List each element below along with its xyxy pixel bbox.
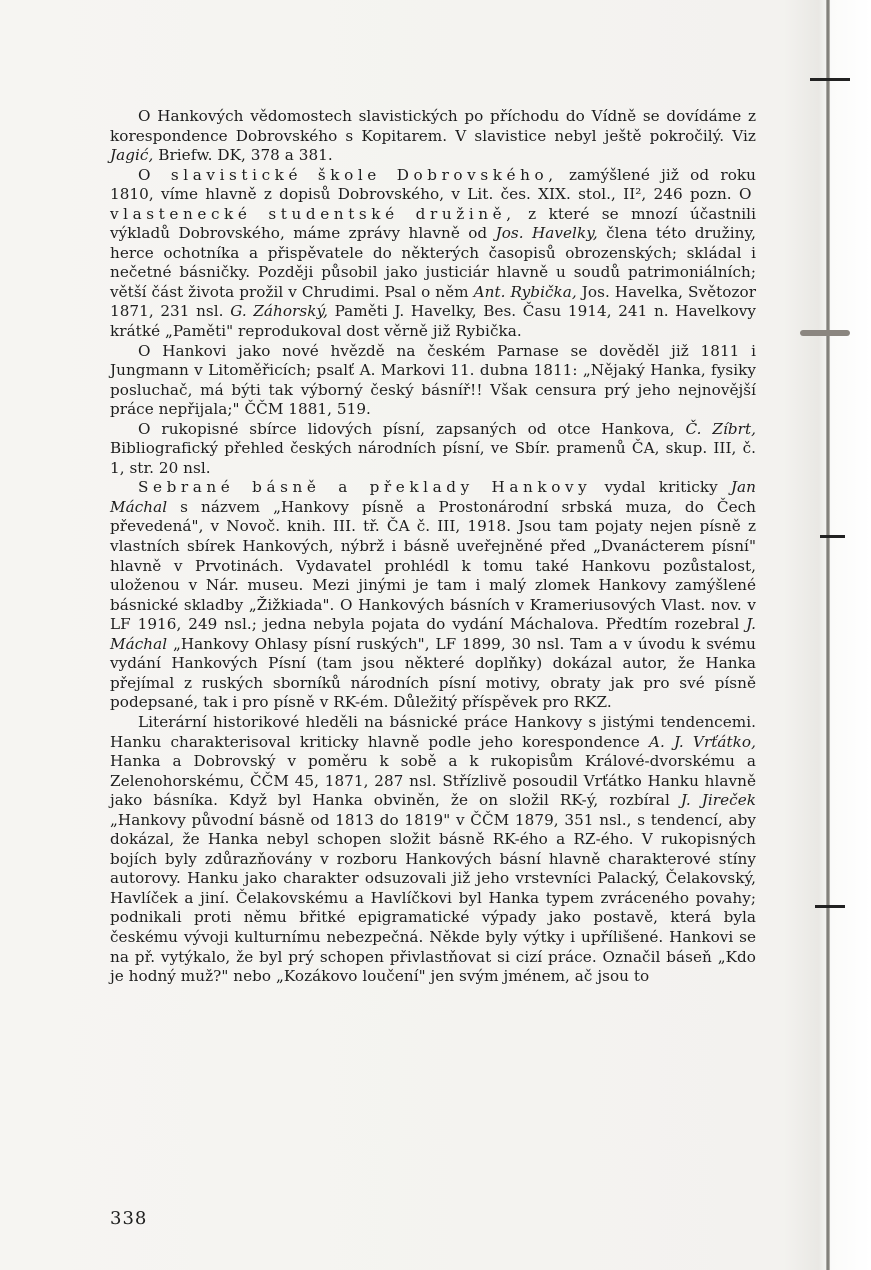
spaced-text: O slavistické škole Dobrovského, <box>138 165 558 184</box>
text-run: Jos. Havelka, Světozor 1871, 231 nsl. <box>110 282 757 321</box>
text-run: O Hankovi jako nové hvězdě na českém Parnase se dověděl již 1811 i Jungmann v Litoměřicích; psalť A. Markovi 11. dubna 1811: „Nějaký Hanka, fysiky posluchač, má býti tak výborný český básníř!! Však censura prý jeho nejnovější práce nepřijala;" ČČM 1881, 519. <box>110 341 756 419</box>
italic-text: Jos. Havelky, <box>495 224 598 243</box>
body-text <box>110 107 756 987</box>
binding-edge <box>826 0 830 1270</box>
spaced-text: O vlastenecké studentské družině, <box>110 185 756 223</box>
margin-mark <box>820 535 845 538</box>
text-run: Paměti J. Havelky, Bes. Času 1914, 241 n. Havelkovy krátké „Paměti" reprodukoval dost věrně již Rybička. <box>110 302 756 341</box>
text-run: Literární historikové hleděli na básnické práce Hankovy s jistými tendencemi. Hanku charakterisoval kriticky hlavně podle jeho korespondence <box>110 712 756 751</box>
paragraph-1 <box>110 107 756 166</box>
text-run: vydal kriticky <box>591 478 731 497</box>
text-run: O Hankových vědomostech slavistických po příchodu do Vídně se dovídáme z korespondence Dobrovského s Kopitarem. V slavistice nebyl ještě pokročilý. Viz <box>110 107 756 145</box>
paragraph-2 <box>110 166 756 342</box>
italic-text: J. Jireček <box>680 791 756 810</box>
margin-mark <box>810 78 850 81</box>
text-run: člena této družiny, herce ochotníka a přispěvatele do některých časopisů obrozenských; skládal i nečetné básničky. Později působil jako justiciár hlavně u soudů patrimoniálních; větší část života prožil v Chrudimi. Psal o něm <box>110 224 756 301</box>
italic-text: A. J. Vrťátko, <box>648 732 756 751</box>
text-run: s názvem „Hankovy písně a Prostonárodní srbská muza, do Čech převedená", v Novoč. knih. III. tř. ČA č. III, 1918. Jsou tam pojaty nejen písně z vlastních sbírek Hankových, nýbrž i básně uveřejněné před „Dvanácterem písní" hlavně v Prvotinách. Vydavatel prohlédl k tomu také Hankovu pozůstalost, uloženou v Nár. museu. Mezi jinými je tam i malý zlomek Hankovy zamýšlené básnické skladby „Žižkiada". O Hankových básních v Krameriusových Vlast. nov. v LF 1916, 249 nsl.; jedna nebyla pojata do vydání Máchalova. Předtím rozebral <box>110 497 756 634</box>
italic-text: Jagić, <box>110 146 154 165</box>
italic-text: J. Máchal <box>110 615 756 653</box>
margin-mark <box>815 905 845 908</box>
text-run: „Hankovy původní básně od 1813 do 1819" v ČČM 1879, 351 nsl., s tendencí, aby dokázal, že Hanka nebyl schopen složit básně RK-ého a RZ-ého. V rukopisných bojích byly zdůrazňovány v rozboru Hankových básní hlavně charakterové stíny autorovy. Hanku jako charakter odsuzovali již jeho vrstevníci Palacký, Čelakovský, Havlíček a jiní. Čelakovskému a Havlíčkovi byl Hanka typem zvráceného povahy; podnikali proti němu břitké epigramatické výpady jako postavě, která byla českému vývoji kulturnímu nebezpečná. Někde byly výtky i upřílišené. Hankovi se na př. vytýkalo, že byl prý schopen přivlastňovat si cizí práce. Označil báseň „Kdo je hodný muž?" nebo „Kozákovo loučení" jen svým jménem, ač jsou to <box>110 810 756 986</box>
thread-mark <box>800 330 850 336</box>
paragraph-4 <box>110 420 756 479</box>
text-run: Bibliografický přehled českých národních písní, ve Sbír. pramenů ČA, skup. III, č. 1, str. 20 nsl. <box>110 439 756 477</box>
italic-text: Č. Zíbrt, <box>685 419 756 438</box>
text-run: Briefw. DK, 378 a 381. <box>153 146 333 165</box>
text-run: „Hankovy Ohlasy písní ruských", LF 1899, 30 nsl. Tam a v úvodu k svému vydání Hankových Písní (tam jsou některé doplňky) dokázal autor, že Hanka přejímal z ruských sborníků národních písní motivy, obraty jak pro své písně podepsané, tak i pro písně v RK-ém. Důležitý příspěvek pro RKZ. <box>110 634 756 712</box>
text-run: O rukopisné sbírce lidových písní, zapsaných od otce Hankova, <box>138 419 686 438</box>
italic-text: Jan Máchal <box>110 478 756 516</box>
paragraph-5 <box>110 478 756 713</box>
italic-text: G. Záhorský, <box>230 302 328 321</box>
spaced-text: Sebrané básně a překlady Hankovy <box>138 478 592 497</box>
page-number: 338 <box>110 1208 148 1229</box>
paragraph-6 <box>110 713 756 987</box>
italic-text: Ant. Rybička, <box>473 282 577 301</box>
text-run: Hanka a Dobrovský v poměru k sobě a k rukopisům Králové-dvorskému a Zelenohorskému, ČČM 45, 1871, 287 nsl. Střízlivě posoudil Vrťátko Hanku hlavně jako básníka. Když byl Hanka obviněn, že on složil RK-ý, rozbíral <box>110 752 756 810</box>
text-run: z které se mnozí účastnili výkladů Dobrovského, máme zprávy hlavně od <box>110 204 756 243</box>
paragraph-3 <box>110 342 756 420</box>
text-run: zamýšlené již od roku 1810, víme hlavně z dopisů Dobrovského, v Lit. čes. XIX. stol., II², 246 pozn. <box>110 165 756 204</box>
